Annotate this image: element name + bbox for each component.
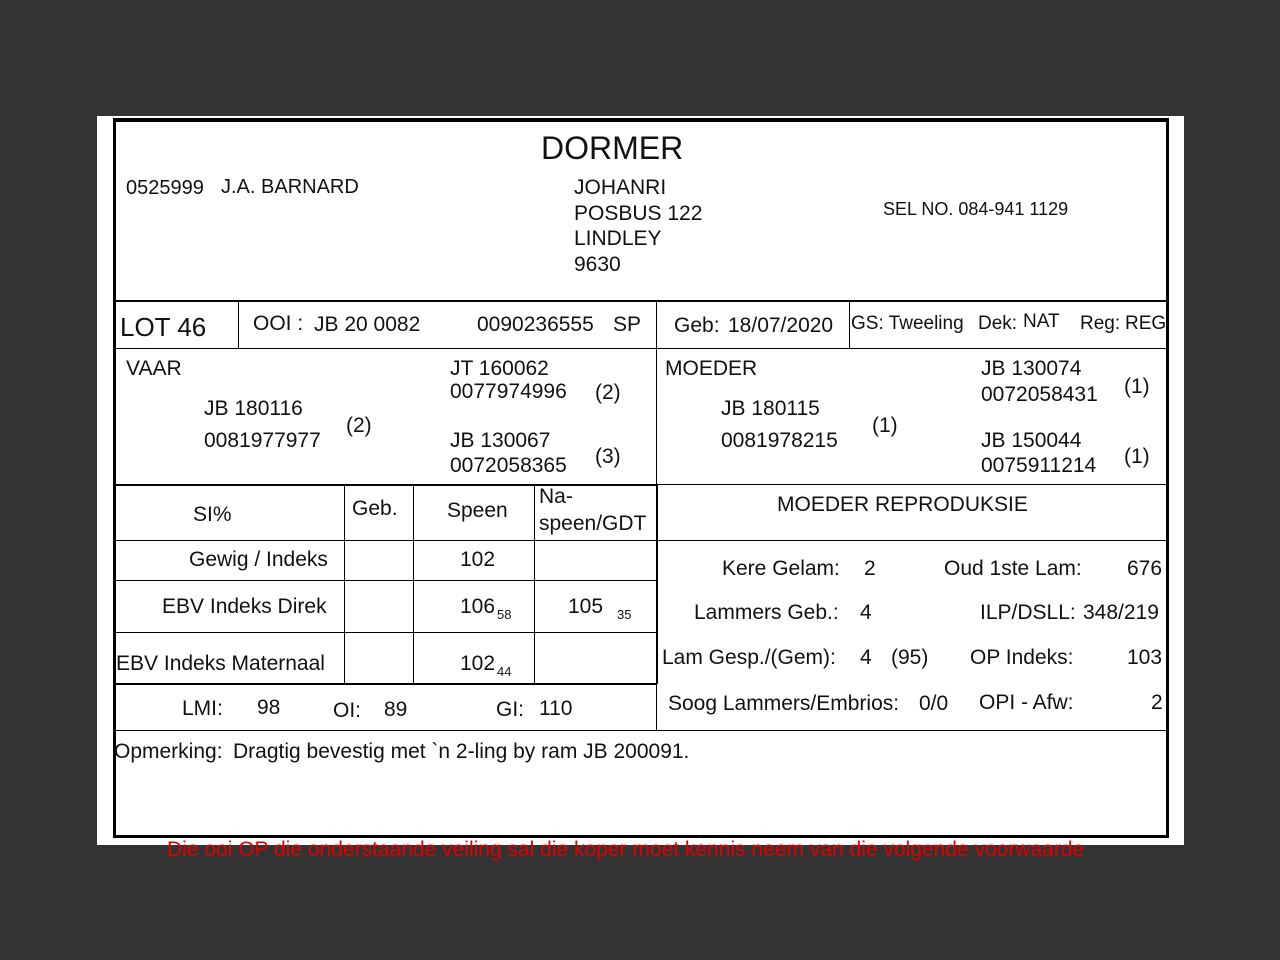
op-index-value: 103 [1127,646,1163,669]
divider-gs [849,302,850,348]
header-speen: Speen [447,499,508,522]
sire-number: 0081977977 [204,429,321,452]
breeder-name: J.A. BARNARD [221,176,359,198]
sale-card-sheet [97,116,1184,861]
registration-value: REG [1125,313,1167,334]
table-bottom-border [116,683,656,685]
table-row-divider-3 [116,632,656,633]
reproduction-title: MOEDER REPRODUKSIE [777,493,1028,516]
dam-id: JB 180115 [721,397,820,420]
phone-number: SEL NO. 084-941 1129 [883,199,1069,219]
dam-dam-number: 0075911214 [981,454,1097,477]
breed-title: DORMER [541,130,684,166]
dam-sire-number: 0072058431 [981,383,1098,406]
dam-count: (1) [872,414,898,437]
op-index-label: OP Indeks: [970,646,1074,669]
ilp-value: 348/219 [1083,601,1159,624]
divider-lot [238,302,239,348]
row-direct-speen [460,595,512,622]
lambings-value: 2 [864,557,876,580]
lambs-weaned-value: 4 [860,646,872,669]
divider-remark [116,730,1166,731]
lmi-value: 98 [257,696,281,719]
address-line-4: 9630 [574,253,621,276]
row-maternal-speen-value: 102 [460,652,496,675]
divider-indexes [656,684,657,730]
gi-label: GI: [496,698,525,721]
header-si: SI% [193,503,232,526]
divider-header [116,300,1166,302]
gi-value: 110 [539,697,573,720]
divider-pedigree-bottom-right [656,484,1166,485]
ewe-id: JB 20 0082 [314,313,421,336]
lambs-weaned-average: (95) [891,646,929,669]
row-direct-naspeen-accuracy: 35 [617,607,632,622]
row-maternal-speen-accuracy: 44 [497,664,512,679]
row-weight-speen: 102 [460,548,496,571]
foster-lambs-label: Soog Lammers/Embrios: [668,692,900,715]
lot-card [113,118,1169,838]
table-col-divider-3 [534,485,535,684]
row-label-direct: EBV Indeks Direk [162,595,327,618]
table-right-border [656,485,658,684]
lot-label: LOT 46 [120,312,207,342]
sire-dam-count: (3) [595,445,621,468]
row-direct-speen-accuracy: 58 [497,607,512,622]
footer-notice: Die ooi OP die onderstaande veiling sal die koper moet kennis neem van die volgende voorwaarde [167,838,1085,861]
divider-pedigree-bottom [116,484,656,486]
address-line-2: POSBUS 122 [574,202,703,225]
birth-date: 18/07/2020 [728,314,834,337]
sire-sire-number: 0077974996 [450,380,567,403]
oi-value: 89 [384,698,408,721]
mating-label: Dek: [978,313,1018,334]
lambs-born-label: Lammers Geb.: [694,601,839,624]
sire-dam-number: 0072058365 [450,454,567,477]
dam-label: MOEDER [665,357,758,380]
address-line-3: LINDLEY [574,227,662,250]
oi-label: OI: [333,699,362,722]
sire-dam-id: JB 130067 [450,429,551,452]
address-line-1: JOHANRI [574,176,667,199]
row-direct-naspeen-value: 105 [568,595,604,618]
ilp-label: ILP/DSLL: [980,601,1076,624]
ewe-number: 0090236555 [477,313,594,336]
divider-lot-row [116,348,1166,349]
first-lamb-age-label: Oud 1ste Lam: [944,557,1082,580]
sire-id: JB 180116 [204,397,303,420]
dam-sire-id: JB 130074 [981,357,1082,380]
lmi-label: LMI: [182,697,223,720]
header-naspeen-1: Na- [539,485,573,508]
birth-date-label: Geb: [674,314,720,337]
divider-geb [656,302,657,348]
sire-count: (2) [346,414,372,437]
row-direct-naspeen [568,595,632,622]
mating-value: NAT [1023,311,1060,332]
sire-label: VAAR [126,357,182,380]
row-label-weight: Gewig / Indeks [189,548,328,571]
dam-number: 0081978215 [721,429,838,452]
first-lamb-age-value: 676 [1127,557,1163,580]
remark-label: Opmerking: [114,740,223,763]
remark-text: Dragtig bevestig met `n 2-ling by ram JB 200091. [233,740,690,763]
ewe-label: OOI : [253,312,304,335]
lambs-born-value: 4 [860,601,872,624]
row-direct-speen-value: 106 [460,595,496,618]
divider-pedigree [656,348,657,485]
sire-sire-id: JT 160062 [450,357,549,380]
dam-dam-count: (1) [1124,445,1150,468]
breeder-code: 0525999 [126,177,204,199]
birth-status: GS: Tweeling [851,313,964,334]
registration-label: Reg: [1080,313,1121,334]
row-label-maternal: EBV Indeks Maternaal [116,652,325,675]
sire-sire-count: (2) [595,381,621,404]
lambings-label: Kere Gelam: [722,557,840,580]
dam-sire-count: (1) [1124,375,1150,398]
row-maternal-speen [460,652,512,679]
dam-dam-id: JB 150044 [981,429,1082,452]
header-naspeen-2: speen/GDT [539,512,647,535]
table-col-divider-1 [344,485,345,684]
opi-deviation-label: OPI - Afw: [979,691,1074,714]
table-row-divider-1 [116,540,656,541]
header-geb: Geb. [352,497,398,520]
table-row-divider-2 [116,580,656,581]
divider-reproduction-title [657,540,1167,541]
lambs-weaned-label: Lam Gesp./(Gem): [662,646,836,669]
foster-lambs-value: 0/0 [919,692,949,715]
table-col-divider-2 [413,485,414,684]
opi-deviation-value: 2 [1151,691,1163,714]
ewe-number-suffix: SP [613,313,642,336]
